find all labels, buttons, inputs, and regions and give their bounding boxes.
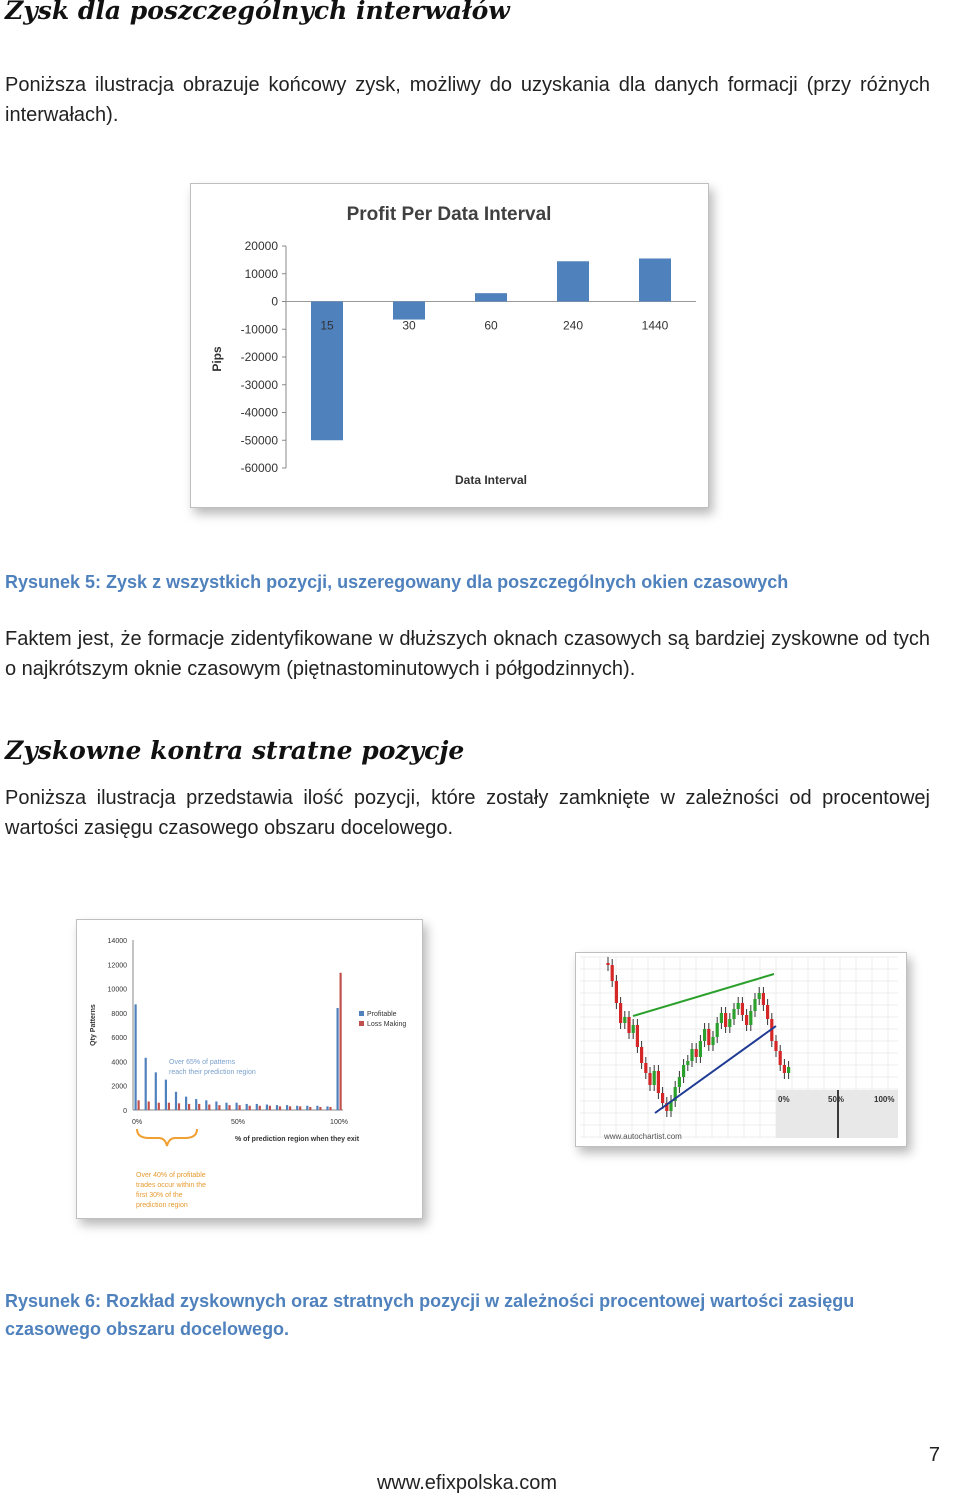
legend-label-loss-making: Loss Making [367,1021,407,1028]
profit-per-interval-chart [191,184,708,507]
loss-making-bar [309,1107,311,1110]
legend-swatch-loss-making [359,1021,364,1026]
section2-intro-paragraph: Poniższa ilustracja przedstawia ilość pozycji, które zostały zamknięte w zależności od procentowej wartości zasięgu czasowego obszaru docelowego. [5,787,930,839]
loss-making-bar [289,1106,291,1110]
candle-body [787,1067,790,1073]
profitable-bar [246,1104,248,1110]
candle-body [632,1025,635,1033]
candle-body [648,1073,651,1085]
loss-making-bar [148,1102,150,1111]
candle-body [615,981,618,1003]
loss-making-bar [138,1100,140,1110]
loss-making-bar [178,1103,180,1110]
body-paragraph: Faktem jest, że formacje zidentyfikowane w dłuższych oknach czasowych są bardziej zyskowne od tych o najkrótszym oknie czasowym (piętnastominutowych i półgodzinnych). [5,628,930,680]
profitable-bar [286,1105,288,1110]
x-tick-label: 30 [402,318,416,333]
candle-body [724,1013,727,1027]
annotation-bottom-line3: first 30% of the [136,1192,183,1199]
y-tick-label: -40000 [240,405,278,420]
profitable-bar [195,1099,197,1110]
profitable-bar [165,1080,167,1110]
profitable-bar [155,1072,157,1110]
candle-body [728,1019,731,1027]
chart-title: Profit Per Data Interval [346,204,552,225]
profitable-bar [256,1104,258,1110]
profitable-bar [326,1106,328,1110]
candle-body [690,1049,693,1061]
loss-making-bar [239,1105,241,1110]
candle-body [753,999,756,1011]
loss-making-bar [340,973,342,1110]
price-pattern-chart-frame [575,952,907,1147]
y-tick-label: 8000 [111,1010,127,1018]
loss-making-bar [249,1106,251,1110]
candle-body [623,1017,626,1023]
profitable-bar [236,1103,238,1110]
annotation-bottom-line4: prediction region [136,1202,188,1209]
candle-body [678,1077,681,1087]
candle-body [779,1051,782,1065]
loss-making-bar [208,1105,210,1110]
profitable-bar [276,1105,278,1110]
y-tick-label: 10000 [244,266,278,281]
candle-body [636,1025,639,1047]
y-tick-label: 0 [271,294,278,309]
scale-label-100: 100% [874,1095,895,1104]
loss-making-bar [269,1106,271,1110]
x-tick-label: 100% [330,1119,348,1126]
candle-body [657,1071,660,1093]
annotation-top-line2: reach their prediction region [169,1069,256,1076]
distribution-chart-frame [76,919,423,1219]
x-tick-label: 50% [230,1119,246,1126]
y-tick-label: 10000 [107,986,127,994]
scale-label-0: 0% [778,1095,790,1104]
y-tick-label: 0 [123,1108,127,1115]
loss-making-bar [228,1105,230,1110]
profit-chart-frame [190,183,709,508]
loss-making-bar [299,1106,301,1110]
x-tick-label: 1440 [641,318,669,333]
legend-label-profitable: Profitable [367,1011,397,1018]
bar-60 [475,293,507,301]
loss-making-bar [168,1103,170,1110]
resistance-trendline [633,974,774,1016]
profitable-bar [306,1106,308,1110]
y-tick-label: -60000 [240,461,278,475]
candlestick-pattern-chart [576,953,906,1146]
x-axis-label: % of prediction region when they exit [234,1136,360,1143]
candle-body [699,1041,702,1057]
profitable-bar [175,1092,177,1110]
bar-1440 [639,258,671,301]
candle-body [627,1017,630,1033]
loss-making-bar [158,1103,160,1110]
candle-body [653,1071,656,1085]
profitable-bar [185,1097,187,1110]
profitable-bar [215,1102,217,1111]
x-tick-label: 15 [320,318,334,333]
candle-body [758,993,761,999]
y-axis-label: Pips [210,346,224,372]
candle-body [720,1013,723,1023]
loss-making-bar [319,1107,321,1110]
annotation-top-line1: Over 65% of patterns [169,1059,236,1066]
section-heading-profit-per-interval: Zysk dla poszczególnych interwałów [5,0,510,25]
annotation-bottom-line2: trades occur within the [136,1182,207,1189]
x-tick-label: 240 [562,318,584,333]
profitable-bar [135,1004,137,1110]
brace-annotation [137,1129,197,1146]
y-tick-label: -20000 [240,350,278,364]
loss-making-bar [329,1107,331,1110]
loss-making-bar [259,1106,261,1110]
section-heading-profit-vs-loss: Zyskowne kontra stratne pozycje [5,736,465,765]
loss-making-bar [198,1104,200,1110]
candle-body [644,1063,647,1073]
x-tick-label: 0% [131,1119,143,1126]
candle-body [611,965,614,981]
candle-body [749,1011,752,1025]
section-intro-paragraph: Poniższa ilustracja obrazuje końcowy zysk, możliwy do uzyskania dla danych formacji (przy różnych interwałach). [5,74,930,126]
y-tick-label: 20000 [244,239,278,253]
candle-body [619,1003,622,1023]
y-axis-label: Qty Patterns [90,1004,97,1046]
y-tick-label: -30000 [240,377,278,392]
candle-body [774,1041,777,1051]
figure-6-caption: Rysunek 6: Rozkład zyskownych oraz stratnych pozycji w zależności procentowej wartości zasięgu czasowego obszaru docelowego. [5,1291,855,1339]
candle-body [606,963,609,965]
candle-body [682,1065,685,1077]
candle-body [716,1023,719,1037]
loss-making-bar [279,1106,281,1110]
candle-body [745,1015,748,1025]
y-tick-label: 14000 [107,938,127,945]
loss-making-bar [218,1105,220,1110]
figure-5-caption: Rysunek 5: Zysk z wszystkich pozycji, uszeregowany dla poszczególnych okien czasowych [5,572,789,592]
watermark: www.autochartist.com [604,1132,682,1141]
bar-240 [557,261,589,301]
candle-body [703,1029,706,1041]
candle-body [766,1005,769,1019]
profitable-bar [266,1105,268,1110]
candle-body [737,1003,740,1009]
y-tick-label: 12000 [107,962,127,970]
candle-body [707,1029,710,1045]
legend-swatch-profitable [359,1011,364,1016]
x-axis-label: Data Interval [454,473,528,487]
candle-body [732,1009,735,1019]
profitable-bar [296,1106,298,1110]
profitable-bar [316,1106,318,1110]
y-tick-label: -50000 [240,433,278,448]
annotation-bottom-line1: Over 40% of profitable [136,1172,206,1179]
candle-body [695,1049,698,1057]
y-tick-label: 4000 [111,1059,127,1067]
candle-body [640,1047,643,1063]
chart-legend [359,1011,406,1028]
y-tick-label: 6000 [111,1035,127,1043]
profitable-bar [145,1058,147,1110]
footer-url[interactable]: www.efixpolska.com [376,1472,558,1494]
candle-body [741,1003,744,1015]
candle-body [661,1093,664,1103]
candle-body [711,1037,714,1045]
candle-body [783,1065,786,1073]
support-trendline [655,1026,776,1113]
trade-distribution-chart [77,920,422,1218]
x-tick-label: 60 [484,318,498,333]
y-tick-label: -10000 [240,322,278,337]
profitable-bar [225,1103,227,1110]
loss-making-bar [188,1104,190,1110]
y-tick-label: 2000 [111,1083,127,1091]
candle-body [686,1061,689,1065]
bar-30 [393,302,425,320]
scale-label-50: 50% [828,1095,845,1104]
profitable-bar [205,1100,207,1110]
page-number: 7 [928,1444,940,1466]
candle-body [762,993,765,1005]
profitable-bar [337,1008,339,1110]
